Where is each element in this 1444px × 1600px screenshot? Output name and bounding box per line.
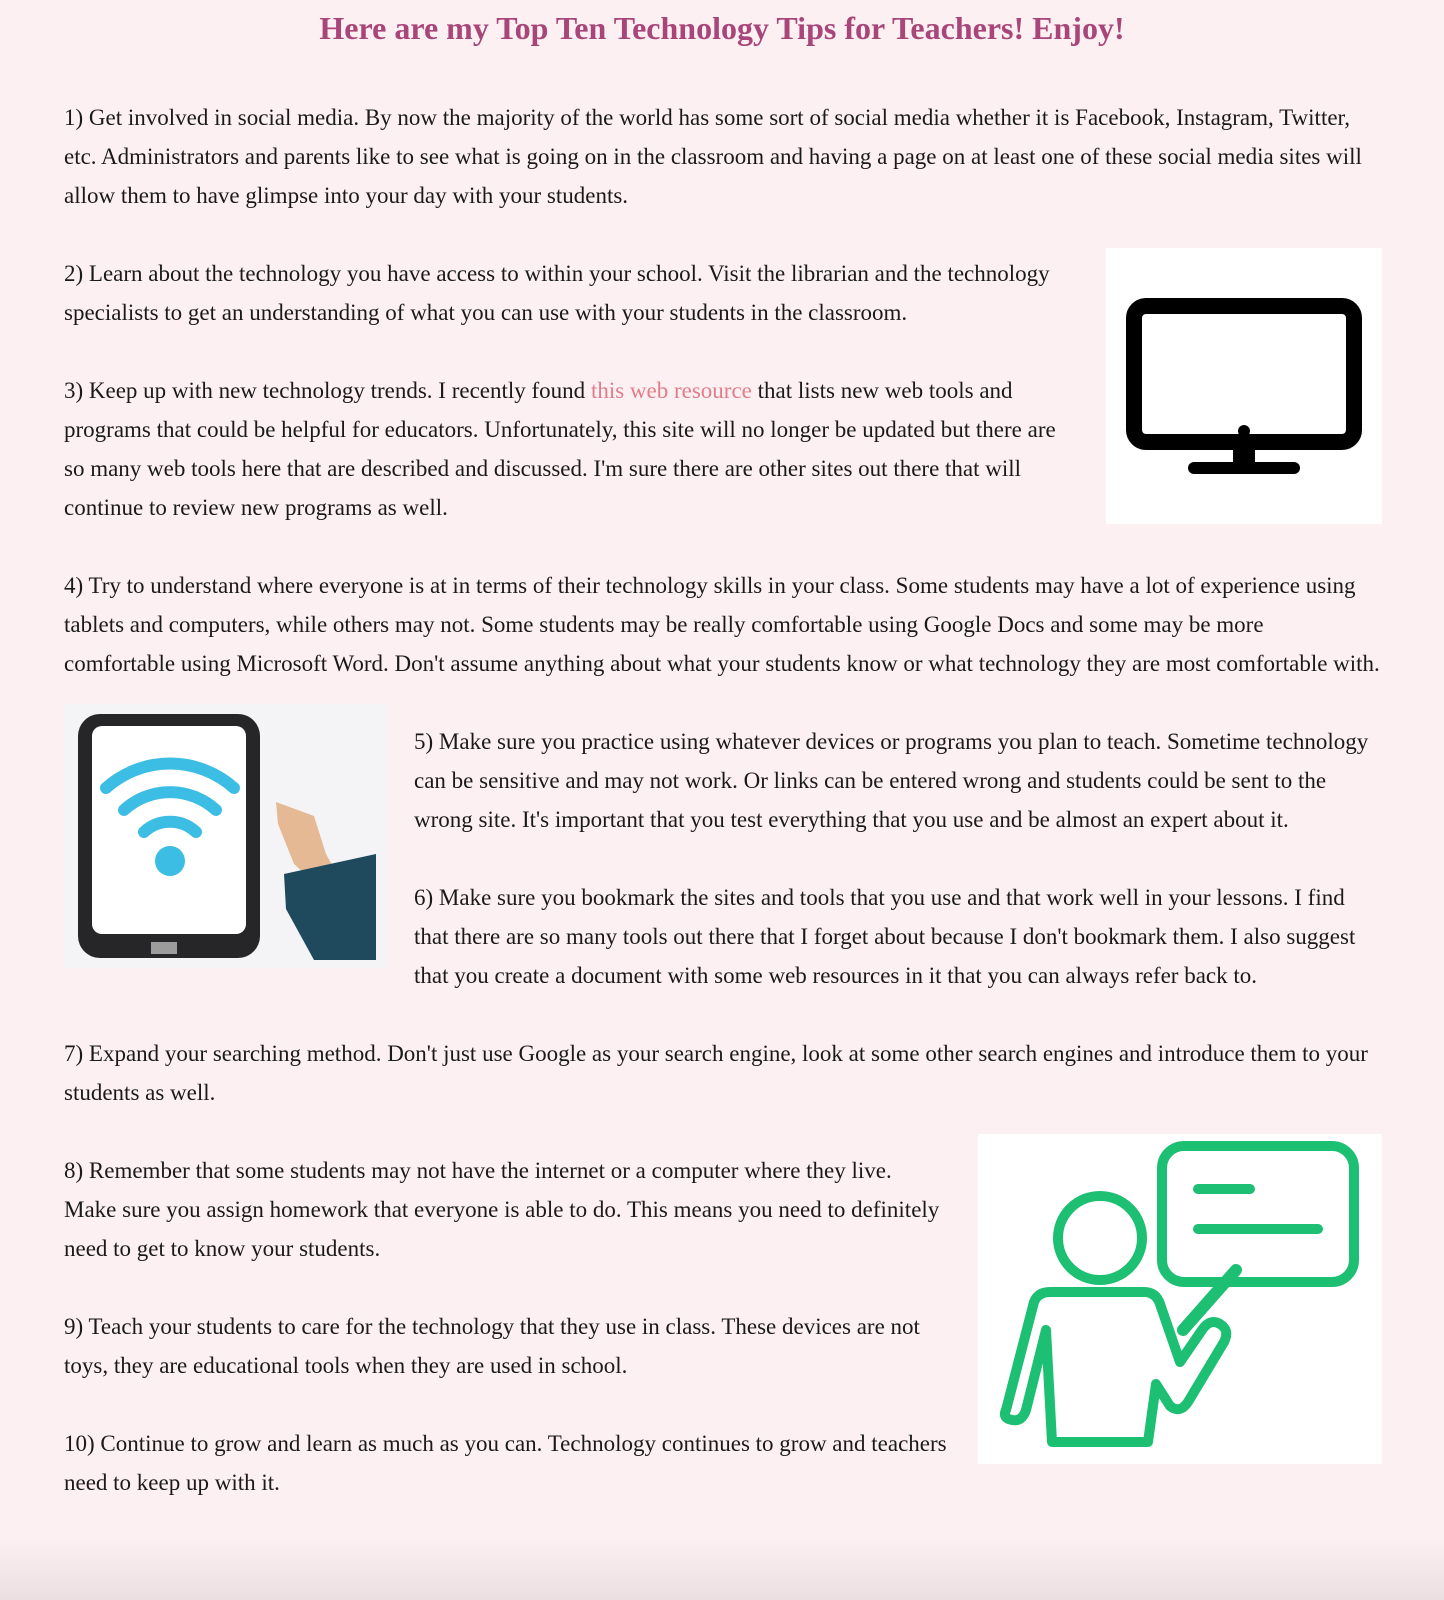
teacher-image bbox=[978, 1134, 1382, 1464]
tablet-image bbox=[64, 704, 388, 968]
tip-4: 4) Try to understand where everyone is at in terms of their technology skills in your class. Some students may have a lot of experience using tablets and computers, while others may not. Some students may be really comfortable using Google Docs and some may be more comfortable using Microsoft Word. Don't assume anything about what your students know or what technology they are most comfortable with. bbox=[64, 573, 1380, 676]
teacher-presentation-icon bbox=[978, 1134, 1382, 1464]
post-title: Here are my Top Ten Technology Tips for Teachers! Enjoy! bbox=[319, 10, 1125, 46]
tablet-wifi-icon bbox=[64, 704, 388, 968]
tip-1: 1) Get involved in social media. By now the majority of the world has some sort of social media whether it is Facebook, Instagram, Twitter, etc. Administrators and parents like to see what is going on in the classroom and having a page on at least one of these social media sites will allow them to have glimpse into your day with your students. bbox=[64, 105, 1362, 208]
tip-10: 10) Continue to grow and learn as much as you can. Technology continues to grow and teachers need to keep up with it. bbox=[64, 1431, 947, 1495]
tip-6: 6) Make sure you bookmark the sites and tools that you use and that work well in your lessons. I find that there are so many tools out there that I forget about because I don't bookmark them. I also suggest that you create a document with some web resources in it that you can always refer back to. bbox=[414, 885, 1356, 988]
post-content bbox=[64, 98, 1380, 1502]
tip-8: 8) Remember that some students may not have the internet or a computer where they live. Make sure you assign homework that everyone is able to do. This means you need to definitely need to get to know your students. bbox=[64, 1158, 940, 1261]
tip-2: 2) Learn about the technology you have access to within your school. Visit the librarian and the technology specialists to get an understanding of what you can use with your students in the classroom. bbox=[64, 261, 1050, 325]
monitor-image bbox=[1106, 248, 1382, 524]
tip-3-text-after: that lists new web tools and programs that could be helpful for educators. Unfortunately, this site will no longer be updated but there are so many web tools here that are described and discussed. I'm sure there are other sites out there that will continue to review new programs as well. bbox=[64, 378, 1056, 520]
tip-9: 9) Teach your students to care for the technology that they use in class. These devices are not toys, they are educational tools when they are used in school. bbox=[64, 1314, 920, 1378]
tip-7: 7) Expand your searching method. Don't just use Google as your search engine, look at some other search engines and introduce them to your students as well. bbox=[64, 1041, 1368, 1105]
tip-3-text-before: 3) Keep up with new technology trends. I recently found bbox=[64, 378, 591, 403]
bottom-fade bbox=[0, 1540, 1444, 1600]
monitor-icon bbox=[1106, 248, 1382, 524]
web-resource-link[interactable]: this web resource bbox=[590, 378, 752, 403]
tip-5: 5) Make sure you practice using whatever devices or programs you plan to teach. Sometime technology can be sensitive and may not work. Or links can be entered wrong and students could be sent to the wrong site. It's important that you test everything that you use and be almost an expert about it. bbox=[414, 729, 1369, 832]
